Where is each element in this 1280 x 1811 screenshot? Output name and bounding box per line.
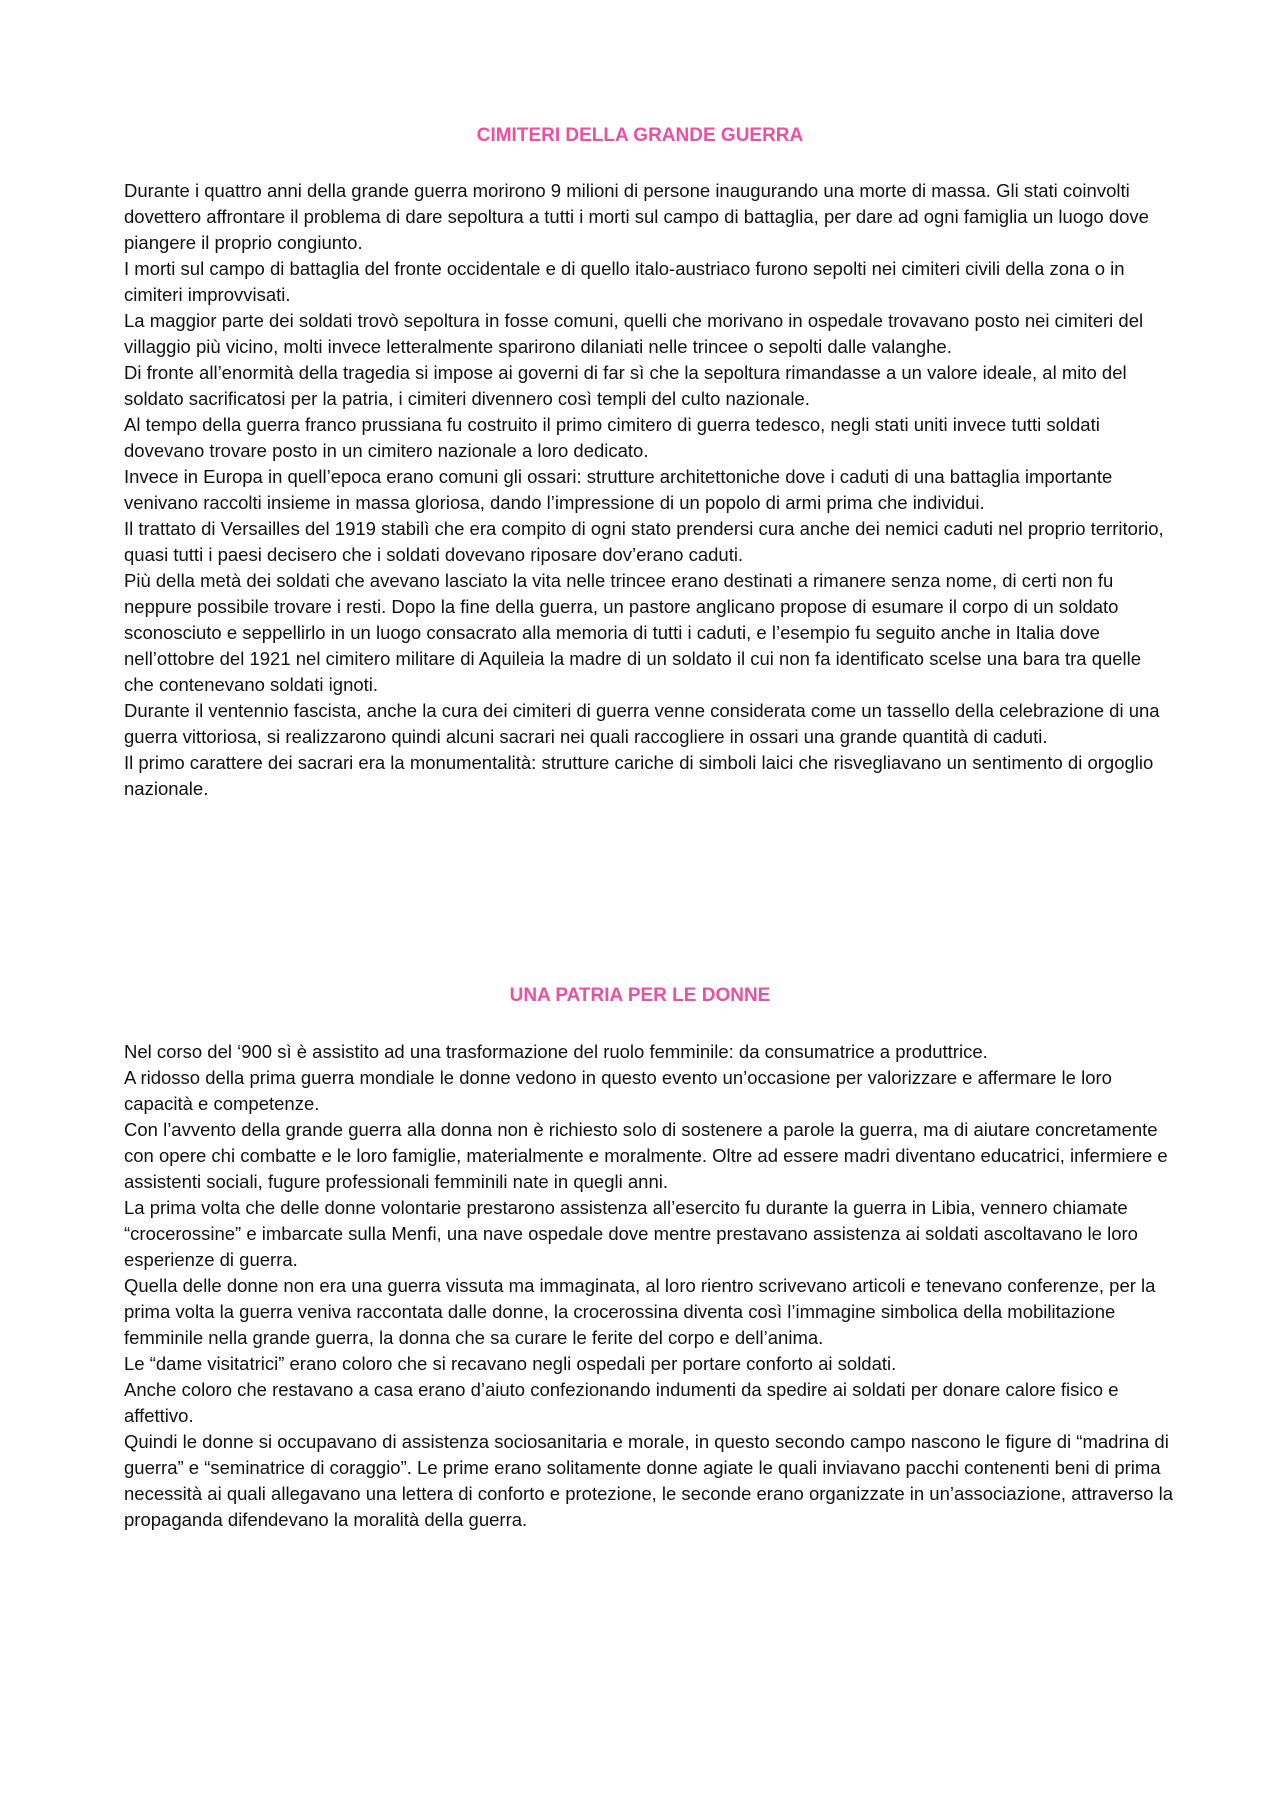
paragraph: Anche coloro che restavano a casa erano d’aiuto confezionando indumenti da spedire ai soldati per donare calore fisico e affettivo.	[124, 1379, 1119, 1426]
paragraph: Durante i quattro anni della grande guerra morirono 9 milioni di persone inaugurando una morte di massa. Gli stati coinvolti dovettero affrontare il problema di dare sepoltura a tutti i morti sul campo di battaglia, per dare ad ogni famiglia un luogo dove piangere il proprio congiunto.	[124, 180, 1149, 253]
paragraph: I morti sul campo di battaglia del fronte occidentale e di quello italo-austriaco furono sepolti nei cimiteri civili della zona o in cimiteri improvvisati.	[124, 258, 1125, 305]
section-title-patria-donne: UNA PATRIA PER LE DONNE	[509, 985, 771, 1006]
paragraph: Il primo carattere dei sacrari era la monumentalità: strutture cariche di simboli laici che risvegliavano un sentimento di orgoglio nazionale.	[124, 752, 1154, 799]
paragraph: La maggior parte dei soldati trovò sepoltura in fosse comuni, quelli che morivano in ospedale trovavano posto nei cimiteri del villaggio più vicino, molti invece letteralmente sparirono dilaniati nelle trincee o sepolti dalle valanghe.	[124, 310, 1144, 357]
paragraph: Di fronte all’enormità della tragedia si impose ai governi di far sì che la sepoltura rimandasse a un valore ideale, al mito del soldato sacrificatosi per la patria, i cimiteri divennero così templi del culto nazionale.	[124, 362, 1127, 409]
paragraph: Il trattato di Versailles del 1919 stabilì che era compito di ogni stato prendersi cura anche dei nemici caduti nel proprio territorio, quasi tutti i paesi decisero che i soldati dovevano riposare dov’erano caduti.	[124, 518, 1164, 565]
paragraph: Durante il ventennio fascista, anche la cura dei cimiteri di guerra venne considerata come un tassello della celebrazione di una guerra vittoriosa, si realizzarono quindi alcuni sacrari nei quali raccogliere in ossari una grande quantità di caduti.	[124, 700, 1160, 747]
paragraph: Nel corso del ‘900 sì è assistito ad una trasformazione del ruolo femminile: da consumatrice a produttrice.	[124, 1041, 988, 1062]
paragraph: A ridosso della prima guerra mondiale le donne vedono in questo evento un’occasione per valorizzare e affermare le loro capacità e competenze.	[124, 1067, 1112, 1114]
paragraph: La prima volta che delle donne volontarie prestarono assistenza all’esercito fu durante la guerra in Libia, vennero chiamate “crocerossine” e imbarcate sulla Menfi, una nave ospedale dove mentre prestavano assistenza ai soldati ascoltavano le loro esperienze di guerra.	[124, 1197, 1138, 1270]
paragraph: Quella delle donne non era una guerra vissuta ma immaginata, al loro rientro scrivevano articoli e tenevano conferenze, per la prima volta la guerra veniva raccontata dalle donne, la crocerossina diventa così l’immagine simbolica della mobilitazione femminile nella grande guerra, la donna che sa curare le ferite del corpo e dell’anima.	[124, 1275, 1156, 1348]
paragraph: Con l’avvento della grande guerra alla donna non è richiesto solo di sostenere a parole la guerra, ma di aiutare concretamente con opere chi combatte e le loro famiglie, materialmente e moralmente. Oltre ad essere madri diventano educatrici, infermiere e assistenti sociali, fugure professionali femminili nate in quegli anni.	[124, 1119, 1168, 1192]
paragraph: Le “dame visitatrici” erano coloro che si recavano negli ospedali per portare conforto ai soldati.	[124, 1353, 897, 1374]
section-body-patria-donne	[124, 1039, 1174, 1533]
paragraph: Più della metà dei soldati che avevano lasciato la vita nelle trincee erano destinati a rimanere senza nome, di certi non fu neppure possibile trovare i resti. Dopo la fine della guerra, un pastore anglicano propose di esumare il corpo di un soldato sconosciuto e seppellirlo in un luogo consacrato alla memoria di tutti i caduti, e l’esempio fu seguito anche in Italia dove nell’ottobre del 1921 nel cimitero militare di Aquileia la madre di un soldato il cui non fa identificato scelse una bara tra quelle che contenevano soldati ignoti.	[124, 570, 1142, 695]
paragraph: Al tempo della guerra franco prussiana fu costruito il primo cimitero di guerra tedesco, negli stati uniti invece tutti soldati dovevano trovare posto in un cimitero nazionale a loro dedicato.	[124, 414, 1100, 461]
paragraph: Quindi le donne si occupavano di assistenza sociosanitaria e morale, in questo secondo campo nascono le figure di “madrina di guerra” e “seminatrice di coraggio”. Le prime erano solitamente donne agiate le quali inviavano pacchi contenenti beni di prima necessità ai quali allegavano una lettera di conforto e protezione, le seconde erano organizzate in un’associazione, attraverso la propaganda difendevano la moralità della guerra.	[124, 1431, 1173, 1530]
section-body-cimiteri	[124, 178, 1174, 802]
section-title-cimiteri: CIMITERI DELLA GRANDE GUERRA	[476, 125, 804, 146]
paragraph: Invece in Europa in quell’epoca erano comuni gli ossari: strutture architettoniche dove i caduti di una battaglia importante venivano raccolti insieme in massa gloriosa, dando l’impressione di un popolo di armi prima che individui.	[124, 466, 1113, 513]
